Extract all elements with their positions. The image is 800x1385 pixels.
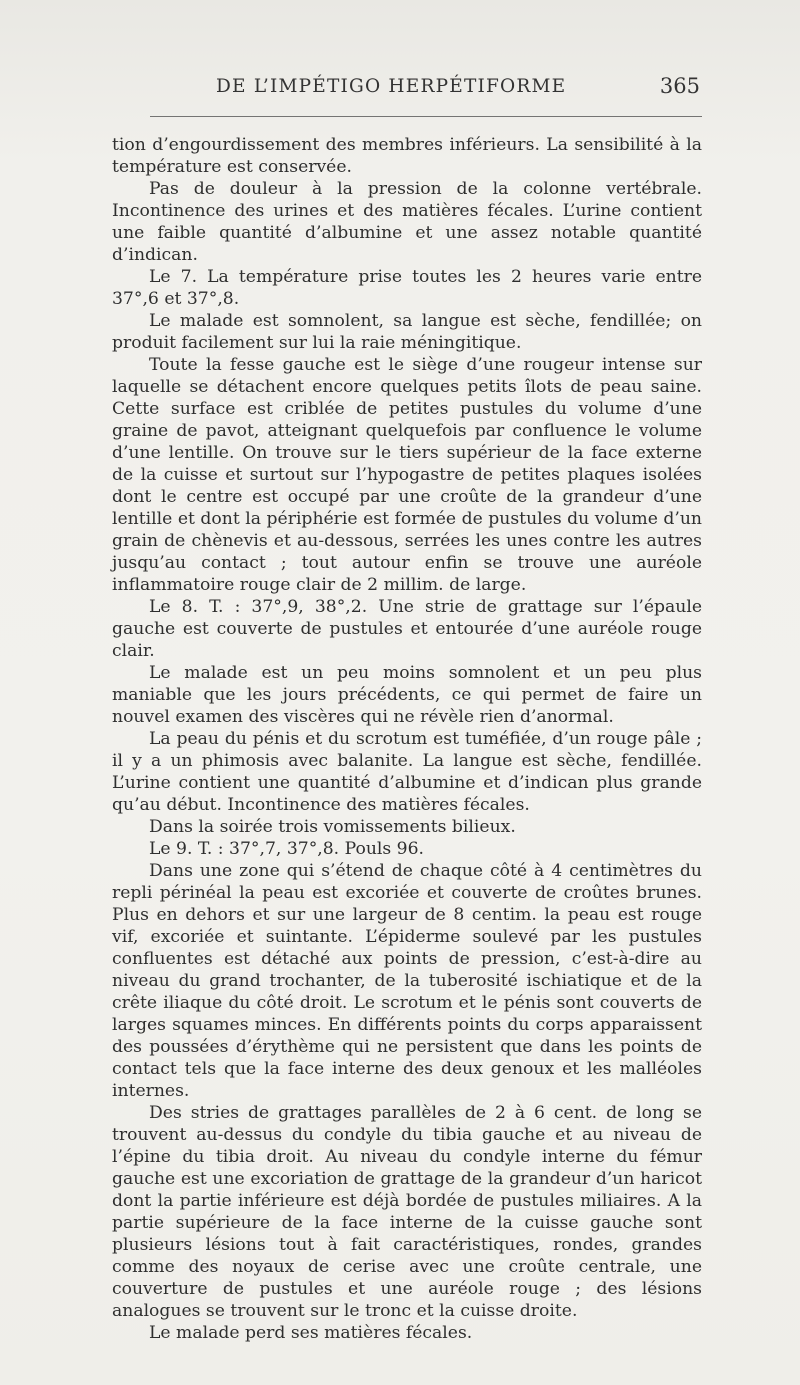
paragraph: Dans une zone qui s’étend de chaque côté à 4 centimètres du repli périnéal la peau est excoriée et couverte de croûtes brunes. Plus en dehors et sur une largeur de 8 centim. la peau est rouge vif, excoriée et suintante. L’épiderme soulevé par les pustules confluentes est détaché aux points de pression, c’est-à-dire au niveau du grand trochanter, de la tuberosité ischiatique et de la crête iliaque du côté droit. Le scrotum et le pénis sont couverts de larges squames minces. En différents points du corps apparaissent des poussées d’érythème qui ne persistent que dans les points de contact tels que la face interne des deux genoux et les malléoles internes. [112,861,702,1101]
paragraph: Des stries de grattages parallèles de 2 à 6 cent. de long se trouvent au-dessus du condyle du tibia gauche et au niveau de l’épine du tibia droit. Au niveau du condyle interne du fémur gauche est une excoriation de grattage de la grandeur d’un haricot dont la partie inférieure est déjà bordée de pustules miliaires. A la partie supérieure de la face interne de la cuisse gauche sont plusieurs lésions tout à fait caractéristiques, rondes, grandes comme des noyaux de cerise avec une croûte centrale, une couverture de pustules et une auréole rouge ; des lésions analogues se trouvent sur le tronc et la cuisse droite. [112,1103,702,1321]
paragraph: Toute la fesse gauche est le siège d’une rougeur intense sur laquelle se détachent encore quelques petits îlots de peau saine. Cette surface est criblée de petites pustules du volume d’une graine de pavot, atteignant quelquefois par confluence le volume d’une lentille. On trouve sur le tiers supérieur de la face externe de la cuisse et surtout sur l’hypogastre de petites plaques isolées dont le centre est occupé par une croûte de la grandeur d’une lentille et dont la périphérie est formée de pustules du volume d’un grain de chènevis et au-dessous, serrées les unes contre les autres jusqu’au contact ; tout autour enfin se trouve une auréole inflammatoire rouge clair de 2 millim. de large. [112,355,702,595]
paragraph: Pas de douleur à la pression de la colonne vertébrale. Incontinence des urines et des matières fécales. L’urine contient une faible quantité d’albumine et une assez notable quantité d’indican. [112,179,702,265]
page-header [118,76,702,104]
paragraph: tion d’engourdissement des membres inférieurs. La sensibilité à la température est conservée. [112,135,702,177]
paragraph: Le malade perd ses matières fécales. [149,1323,473,1343]
paragraph: Le malade est somnolent, sa langue est sèche, fendillée; on produit facilement sur lui la raie méningitique. [112,311,702,353]
paragraph: Le malade est un peu moins somnolent et un peu plus maniable que les jours précédents, ce qui permet de faire un nouvel examen des viscères qui ne révèle rien d’anormal. [112,663,702,727]
header-rule [150,116,702,117]
paragraph: Le 8. T. : 37°,9, 38°,2. Une strie de grattage sur l’épaule gauche est couverte de pustules et entourée d’une auréole rouge clair. [112,597,702,661]
paragraph: Le 7. La température prise toutes les 2 heures varie entre 37°,6 et 37°,8. [112,267,702,309]
body-text [112,134,702,1344]
page-number: 365 [659,74,700,98]
paragraph: Le 9. T. : 37°,7, 37°,8. Pouls 96. [149,839,425,859]
paragraph: Dans la soirée trois vomissements bilieux. [149,817,516,837]
running-title: DE L’IMPÉTIGO HERPÉTIFORME [216,76,567,97]
paragraph: La peau du pénis et du scrotum est tuméfiée, d’un rouge pâle ; il y a un phimosis avec balanite. La langue est sèche, fendillée. L’urine contient une quantité d’albumine et d’indican plus grande qu’au début. Incontinence des matières fécales. [112,729,702,815]
